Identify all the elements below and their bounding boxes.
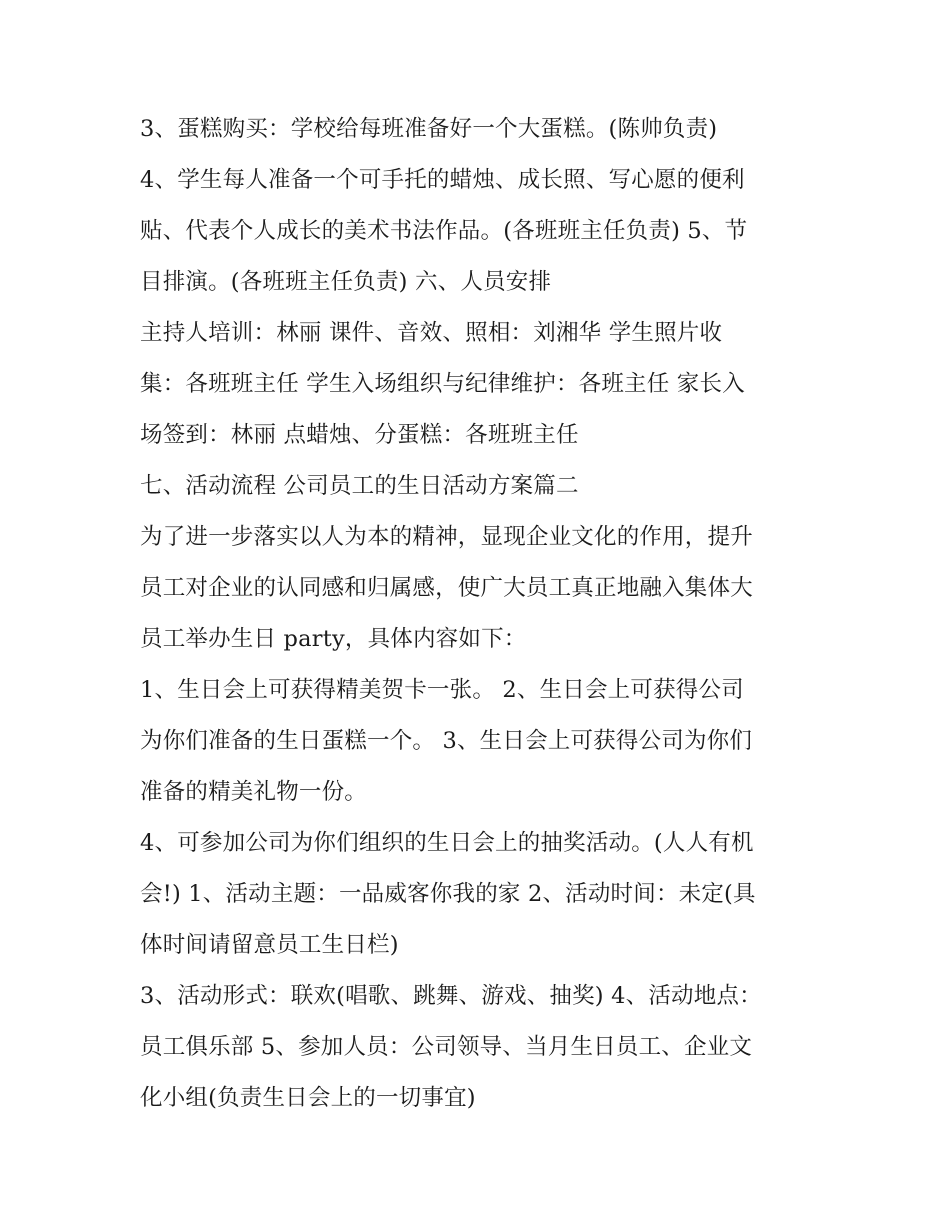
- text-line: 员工俱乐部 5、参加人员：公司领导、当月生日员工、企业文: [140, 1034, 753, 1060]
- text-line: 会!) 1、活动主题：一品威客你我的家 2、活动时间：未定(具: [140, 881, 756, 907]
- text-line: 员工对企业的认同感和归属感，使广大员工真正地融入集体大: [140, 575, 753, 601]
- text-line: 七、活动流程 公司员工的生日活动方案篇二: [140, 473, 579, 499]
- text-line: 为了进一步落实以人为本的精神，显现企业文化的作用，提升: [140, 524, 753, 550]
- text-line: 化小组(负责生日会上的一切事宜): [140, 1085, 476, 1111]
- text-line: 4、学生每人准备一个可手托的蜡烛、成长照、写心愿的便利: [140, 167, 745, 193]
- text-line: 3、蛋糕购买：学校给每班准备好一个大蛋糕。(陈帅负责): [140, 116, 718, 142]
- text-line: 1、生日会上可获得精美贺卡一张。 2、生日会上可获得公司: [140, 677, 744, 703]
- text-line: 员工举办生日 party，具体内容如下：: [140, 626, 527, 652]
- text-line: 体时间请留意员工生日栏): [140, 932, 399, 958]
- text-line: 场签到：林丽 点蜡烛、分蛋糕：各班班主任: [140, 422, 579, 448]
- document-body: [140, 104, 820, 1124]
- text-line: 4、可参加公司为你们组织的生日会上的抽奖活动。(人人有机: [140, 830, 754, 856]
- text-line: 集：各班班主任 学生入场组织与纪律维护：各班主任 家长入: [140, 371, 745, 397]
- text-line: 主持人培训：林丽 课件、音效、照相：刘湘华 学生照片收: [140, 320, 723, 346]
- text-line: 3、活动形式：联欢(唱歌、跳舞、游戏、抽奖) 4、活动地点：: [140, 983, 762, 1009]
- text-line: 目排演。(各班班主任负责) 六、人员安排: [140, 269, 552, 295]
- text-line: 准备的精美礼物一份。: [140, 779, 368, 805]
- text-line: 贴、代表个人成长的美术书法作品。(各班班主任负责) 5、节: [140, 218, 748, 244]
- text-line: 为你们准备的生日蛋糕一个。 3、生日会上可获得公司为你们: [140, 728, 753, 754]
